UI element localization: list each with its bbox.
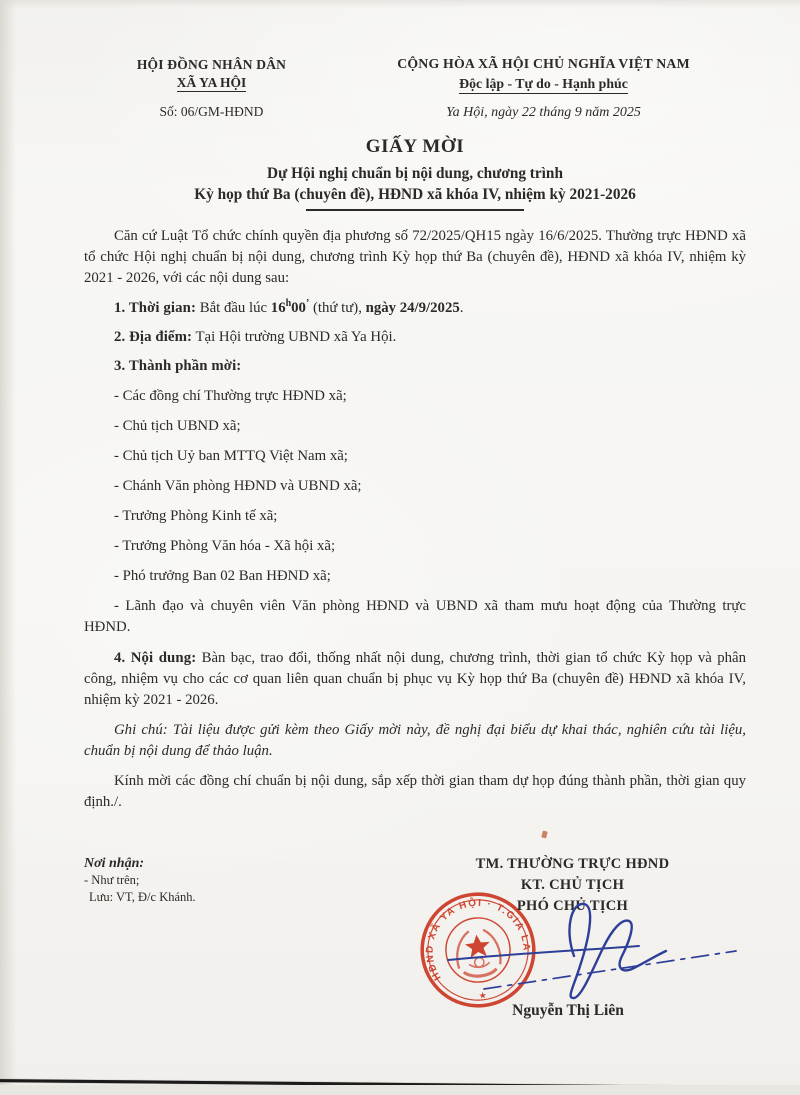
place-dateline: Ya Hội, ngày 22 tháng 9 năm 2025: [446, 105, 641, 120]
participants-heading: 3. Thành phần mời:: [114, 358, 242, 375]
participant-item: - Chủ tịch UBND xã;: [114, 418, 241, 435]
place-item: 2. Địa điểm: Tại Hội trường UBND xã Ya Hội.: [114, 329, 397, 346]
document-number: Số: 06/GM-HĐND: [159, 104, 264, 120]
closing-paragraph: Kính mời các đồng chí chuẩn bị nội dung, sắp xếp thời gian tham dự họp đúng thành phần, thời gian quy định./.: [84, 773, 746, 811]
recipients-block: [84, 856, 196, 906]
time-value: 16$^h$00’: [270, 298, 310, 317]
signature: [426, 894, 748, 1009]
stray-red-mark: [541, 830, 548, 838]
intro-paragraph: Căn cứ Luật Tổ chức chính quyền địa phương số 72/2025/QH15 ngày 16/6/2025. Thường trực HĐND xã tổ chức Hội nghị chuẩn bị nội dung, chương trình Kỳ họp thứ Ba (chuyên đề), HĐND xã khóa IV, nhiệm kỳ 2021 - 2026, với các nội dung sau:: [84, 228, 746, 287]
subtitle-line1: Dự Hội nghị chuẩn bị nội dung, chương trình: [267, 165, 563, 182]
recipients-label: Nơi nhận:: [84, 856, 145, 871]
participant-item: - Trưởng Phòng Văn hóa - Xã hội xã;: [114, 538, 336, 555]
national-title: CỘNG HÒA XÃ HỘI CHỦ NGHĨA VIỆT NAM: [397, 56, 690, 71]
time-label: 1. Thời gian:: [114, 300, 196, 317]
agenda-label: 4. Nội dung:: [114, 650, 197, 667]
participant-item: - Các đồng chí Thường trực HĐND xã;: [114, 388, 347, 405]
recipient-line: Lưu: VT, Đ/c Khánh.: [89, 889, 196, 904]
scan-edge-left: [0, 0, 16, 1095]
seal-ring-text: HĐND XÃ YA HỘI · T.GIA LAI: [424, 897, 532, 983]
participant-item: - Trưởng Phòng Kinh tế xã;: [114, 508, 278, 525]
participant-item: - Phó trưởng Ban 02 Ban HĐND xã;: [114, 568, 331, 585]
participant-item: - Lãnh đạo và chuyên viên Văn phòng HĐND và UBND xã tham mưu hoạt động của Thường trực HĐND.: [84, 598, 746, 636]
scan-bottom-strip: [0, 1085, 800, 1095]
subtitle-line2: Kỳ họp thứ Ba (chuyên đề), HĐND xã khóa IV, nhiệm kỳ 2021-2026: [194, 186, 636, 204]
document-header: [84, 56, 746, 121]
seal-bottom-star: ★: [478, 989, 488, 1001]
org-name-line2: XÃ YA HỘI: [176, 74, 247, 90]
place-label: 2. Địa điểm:: [114, 329, 193, 346]
agenda-item: 4. Nội dung: Bàn bạc, trao đổi, thống nhất nội dung, chương trình, thời gian tổ chức Kỳ họp và phân công, nhiệm vụ cho các cơ quan liên quan chuẩn bị phục vụ Kỳ họp thứ Ba (chuyên đề) HĐND xã khóa IV, nhiệm kỳ 2021 - 2026.: [84, 650, 746, 709]
signer-name: Nguyễn Thị Liên: [512, 1002, 624, 1019]
national-header-block: [347, 56, 740, 121]
org-name-line1: HỘI ĐỒNG NHÂN DÂN: [136, 57, 287, 72]
document-title: GIẤY MỜI: [365, 136, 465, 157]
participant-item: - Chủ tịch Uỷ ban MTTQ Việt Nam xã;: [114, 448, 348, 465]
participant-item: - Chánh Văn phòng HĐND và UBND xã;: [114, 478, 362, 495]
sign-authority-line1: TM. THƯỜNG TRỰC HĐND: [475, 856, 670, 872]
date-value: ngày 24/9/2025: [365, 300, 460, 317]
note-paragraph: Ghi chú: Tài liệu được gửi kèm theo Giấy mời này, đề nghị đại biểu dự khai thác, nghiên cứu tài liệu, chuẩn bị nội dung để thảo luận.: [84, 722, 746, 760]
title-underline: [306, 209, 524, 211]
signature-block: [400, 854, 745, 1019]
time-item: 1. Thời gian: Bắt đầu lúc 16$^h$00’ (thứ tư), ngày 24/9/2025.: [114, 298, 464, 317]
national-motto: Độc lập - Tự do - Hạnh phúc: [347, 76, 740, 92]
sign-authority-line2: KT. CHỦ TỊCH: [520, 877, 625, 894]
issuing-org-block: [84, 56, 339, 120]
recipient-line: - Như trên;: [84, 873, 140, 887]
scan-edge-top: [0, 0, 800, 8]
sign-authority-line3: PHÓ CHỦ TỊCH: [516, 898, 629, 915]
document-subtitle: [84, 163, 746, 205]
